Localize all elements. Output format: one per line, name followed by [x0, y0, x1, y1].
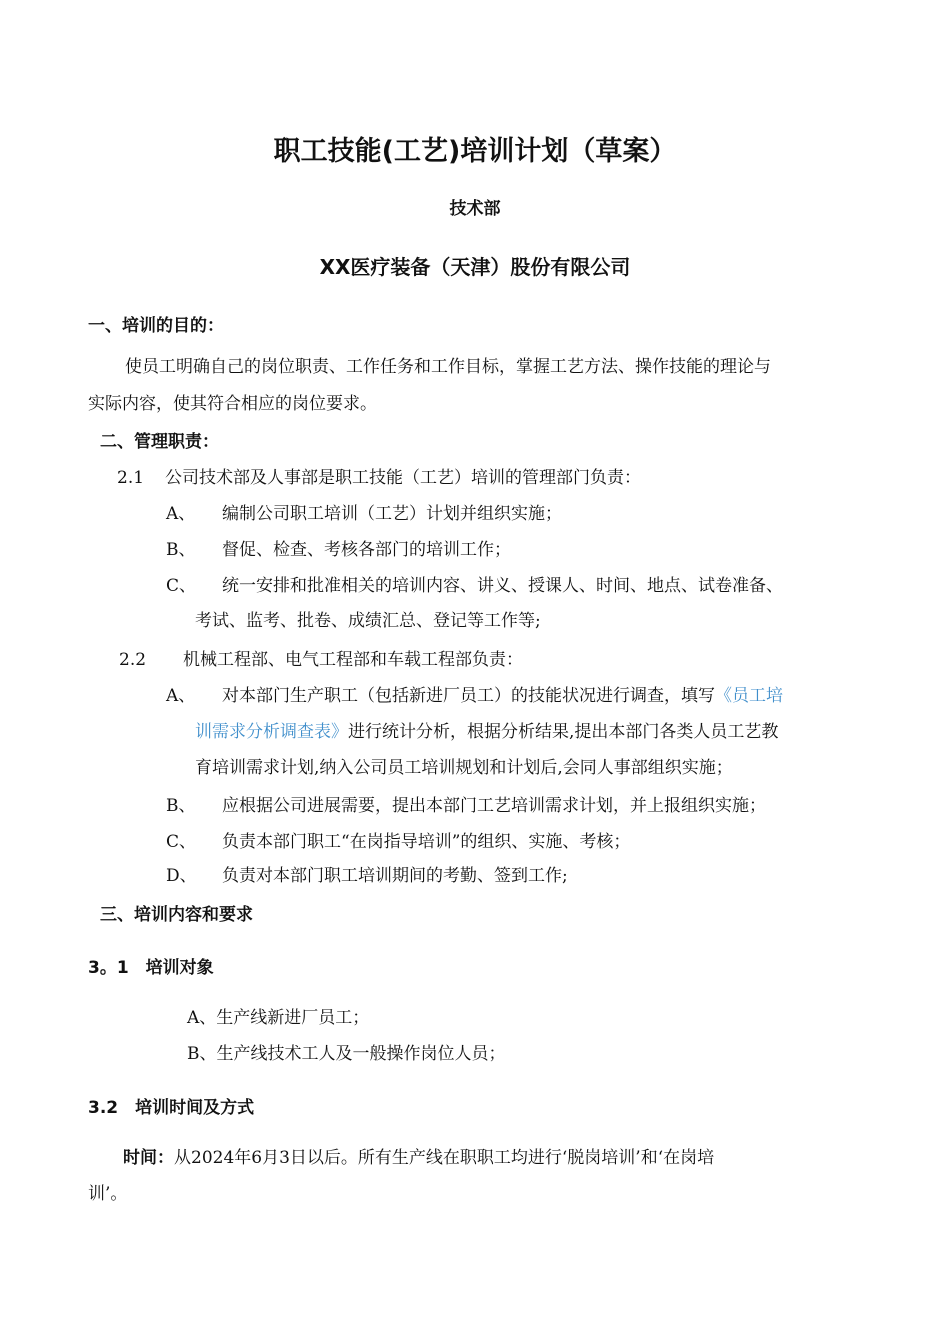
list-item-continuation: 考试、监考、批卷、成绩汇总、登记等工作等;	[195, 611, 541, 631]
section-1-text-line-2: 实际内容，使其符合相应的岗位要求。	[88, 394, 377, 414]
schedule-line-2: 训’。	[88, 1184, 128, 1204]
list-item: A、生产线新进厂员工；	[187, 1008, 370, 1028]
list-item-continuation	[195, 720, 778, 744]
list-item: 统一安排和批准相关的培训内容、讲义、授课人、时间、地点、试卷准备、	[222, 576, 783, 596]
list-item: B、生产线技术工人及一般操作岗位人员；	[187, 1044, 506, 1064]
list-item: 编制公司职工培训（工艺）计划并组织实施；	[222, 504, 562, 524]
department-name: 技术部	[449, 199, 501, 219]
list-item: 督促、检查、考核各部门的培训工作；	[222, 540, 511, 560]
section-1-heading: 一、培训的目的：	[88, 316, 224, 336]
clause-2-2-text: 机械工程部、电气工程部和车载工程部负责：	[183, 650, 523, 670]
company-name: XX医疗装备（天津）股份有限公司	[319, 255, 631, 279]
section-3-heading: 三、培训内容和要求	[100, 905, 253, 925]
section-1-text-line-1: 使员工明确自己的岗位职责、工作任务和工作目标，掌握工艺方法、操作技能的理论与	[125, 357, 771, 377]
list-item	[222, 684, 783, 708]
document-title: 职工技能(工艺)培训计划（草案）	[273, 136, 677, 167]
subsection-3-1-heading: 3。1 培训对象	[88, 958, 214, 978]
subsection-3-2-heading: 3.2 培训时间及方式	[88, 1098, 255, 1118]
list-marker: B、	[166, 540, 196, 560]
schedule-line-1	[123, 1146, 714, 1170]
list-item: 负责本部门职工“在岗指导培训”的组织、实施、考核；	[222, 832, 631, 852]
list-item-text: 进行统计分析，根据分析结果,提出本部门各类人员工艺教	[348, 722, 779, 742]
clause-2-1-text: 公司技术部及人事部是职工技能（工艺）培训的管理部门负责：	[165, 468, 641, 488]
list-marker: A、	[166, 504, 196, 524]
list-item-continuation: 育培训需求计划,纳入公司员工培训规划和计划后,会同人事部组织实施；	[195, 758, 733, 778]
section-2-heading: 二、管理职责：	[100, 432, 219, 452]
list-marker: A、	[166, 686, 196, 706]
list-marker: B、	[166, 796, 196, 816]
clause-2-2-number: 2.2	[119, 650, 147, 670]
survey-form-link[interactable]: 《员工培	[715, 686, 783, 706]
list-item-text: 对本部门生产职工（包括新进厂员工）的技能状况进行调查，填写	[222, 686, 715, 706]
list-marker: C、	[166, 576, 197, 596]
survey-form-link[interactable]: 训需求分析调查表》	[195, 722, 348, 742]
list-item: 负责对本部门职工培训期间的考勤、签到工作;	[222, 866, 568, 886]
time-label: 时间：	[123, 1148, 174, 1168]
list-marker: C、	[166, 832, 197, 852]
list-item: 应根据公司进展需要，提出本部门工艺培训需求计划，并上报组织实施；	[222, 796, 766, 816]
schedule-text: 从2024年6月3日以后。所有生产线在职职工均进行‘脱岗培训’和‘在岗培	[174, 1148, 715, 1168]
list-marker: D、	[166, 866, 197, 886]
clause-2-1-number: 2.1	[117, 468, 145, 488]
